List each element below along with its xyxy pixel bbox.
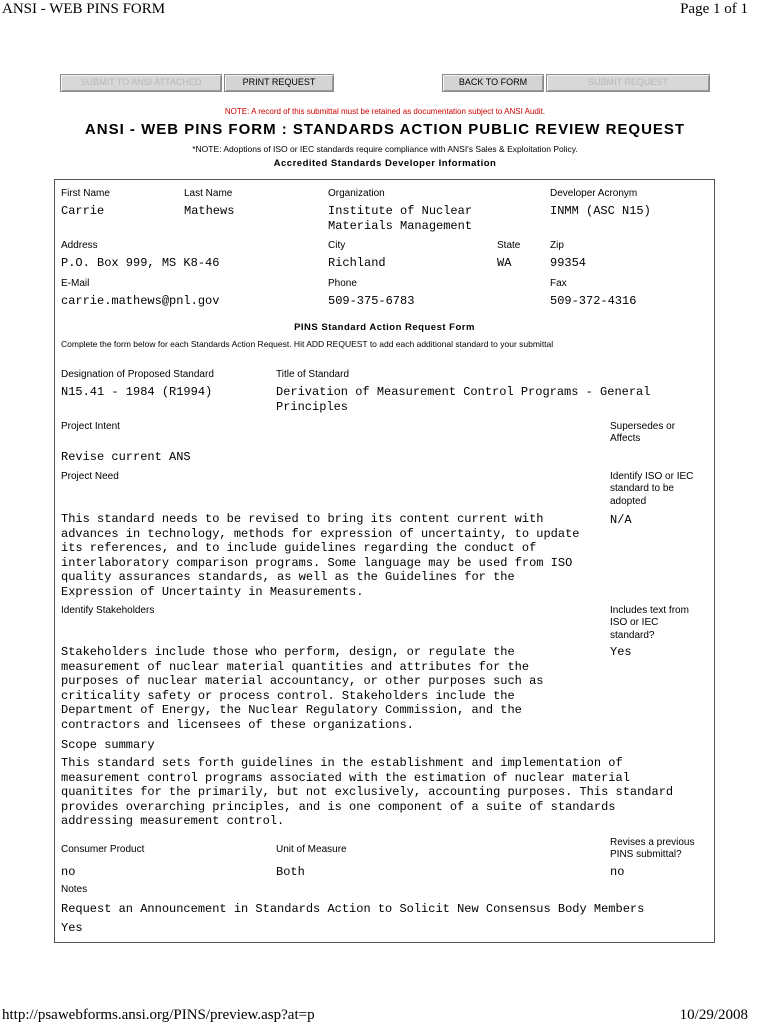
print-footer-url: http://psawebforms.ansi.org/PINS/preview.asp?at=p <box>2 1007 315 1023</box>
pins-instruction: Complete the form below for each Standards Action Request. Hit ADD REQUEST to add each additional standard to your submittal <box>61 339 554 349</box>
title-value-line1: Derivation of Measurement Control Programs - General <box>276 385 651 399</box>
city-value: Richland <box>328 256 386 270</box>
city-label: City <box>328 240 346 251</box>
revises-label: Revises a previous PINS submittal? <box>610 837 695 861</box>
form-title: ANSI - WEB PINS FORM : STANDARDS ACTION PUBLIC REVIEW REQUEST <box>84 121 686 138</box>
print-header-title: ANSI - WEB PINS FORM <box>2 1 166 17</box>
phone-label: Phone <box>328 278 357 289</box>
project-need-label: Project Need <box>61 471 119 482</box>
zip-label: Zip <box>550 240 564 251</box>
fax-value: 509-372-4316 <box>550 294 637 308</box>
consumer-product-value: no <box>61 865 76 879</box>
address-label: Address <box>61 240 98 251</box>
submit-request-button[interactable]: SUBMIT REQUEST <box>546 74 710 92</box>
first-name-label: First Name <box>61 188 110 199</box>
phone-value: 509-375-6783 <box>328 294 415 308</box>
state-label: State <box>497 240 521 251</box>
pins-section-title: PINS Standard Action Request Form <box>294 322 475 333</box>
back-to-form-button[interactable]: BACK TO FORM <box>442 74 544 92</box>
zip-value: 99354 <box>550 256 587 270</box>
unit-of-measure-value: Both <box>276 865 305 879</box>
print-request-button[interactable]: PRINT REQUEST <box>224 74 334 92</box>
supersedes-label: Supersedes or Affects <box>610 421 676 445</box>
organization-value-line2: Materials Management <box>328 219 473 233</box>
iso-identify-value: N/A <box>610 513 632 527</box>
address-value: P.O. Box 999, MS K8-46 <box>61 256 220 270</box>
includes-text-label: Includes text from ISO or IEC standard? <box>610 605 689 641</box>
organization-value-line1: Institute of Nuclear <box>328 204 473 218</box>
title-label: Title of Standard <box>276 369 350 380</box>
print-header-page: Page 1 of 1 <box>680 1 748 17</box>
email-label: E-Mail <box>61 278 90 289</box>
last-name-value: Mathews <box>184 204 235 218</box>
notes-label: Notes <box>61 884 88 895</box>
includes-text-value: Yes <box>610 645 632 659</box>
developer-section-title: Accredited Standards Developer Information <box>273 158 497 169</box>
audit-note: NOTE: A record of this submittal must be retained as documentation subject to ANSI Audit. <box>224 107 546 116</box>
scope-value: This standard sets forth guidelines in the establishment and implementation of measurement control programs associated with the estimation of nuclear material quanitites for the primarily, but not exclusively, accounting purposes. This standard provides overarching principles, and is one component of a suite of standards addressing measurement control. <box>61 756 674 829</box>
project-intent-label: Project Intent <box>61 421 120 432</box>
notes-value: Request an Announcement in Standards Action to Solicit New Consensus Body Members <box>61 902 645 916</box>
iso-identify-label: Identify ISO or IEC standard to be adopted <box>610 471 694 507</box>
acronym-label: Developer Acronym <box>550 188 638 199</box>
state-value: WA <box>497 256 512 270</box>
scope-label: Scope summary <box>61 738 155 752</box>
submit-attached-button[interactable]: SUBMIT TO ANSI ATTACHED <box>60 74 222 92</box>
stakeholders-value: Stakeholders include those who perform, design, or regulate the measurement of nuclear material quantities and attributes for the purposes of nuclear material accountancy, or other purposes such as criticality safety or process control. Stakeholders include the Department of Energy, the Nuclear Regulatory Commission, and the contractors and licensees of these organizations. <box>61 645 544 732</box>
last-name-label: Last Name <box>184 188 233 199</box>
consumer-product-label: Consumer Product <box>61 844 145 855</box>
unit-of-measure-label: Unit of Measure <box>276 844 347 855</box>
project-need-value: This standard needs to be revised to bring its content current with advances in technology, methods for expression of uncertainty, to update its references, and to include guidelines regarding the conduct of interlaboratory comparison programs. Some language may be used from ISO quality assurances standards, as well as the Guidelines for the Expression of Uncertainty in Measurements. <box>61 512 580 599</box>
designation-label: Designation of Proposed Standard <box>61 369 214 380</box>
acronym-value: INMM (ASC N15) <box>550 204 651 218</box>
organization-label: Organization <box>328 188 385 199</box>
title-value-line2: Principles <box>276 400 349 414</box>
designation-value: N15.41 - 1984 (R1994) <box>61 385 213 399</box>
notes-answer: Yes <box>61 921 83 935</box>
project-intent-value: Revise current ANS <box>61 450 191 464</box>
first-name-value: Carrie <box>61 204 105 218</box>
fax-label: Fax <box>550 278 567 289</box>
print-footer-date: 10/29/2008 <box>679 1007 748 1023</box>
revises-value: no <box>610 865 625 879</box>
email-value: carrie.mathews@pnl.gov <box>61 294 220 308</box>
stakeholders-label: Identify Stakeholders <box>61 605 155 616</box>
adoption-note: *NOTE: Adoptions of ISO or IEC standards require compliance with ANSI's Sales & Exploitation Policy. <box>192 144 578 154</box>
